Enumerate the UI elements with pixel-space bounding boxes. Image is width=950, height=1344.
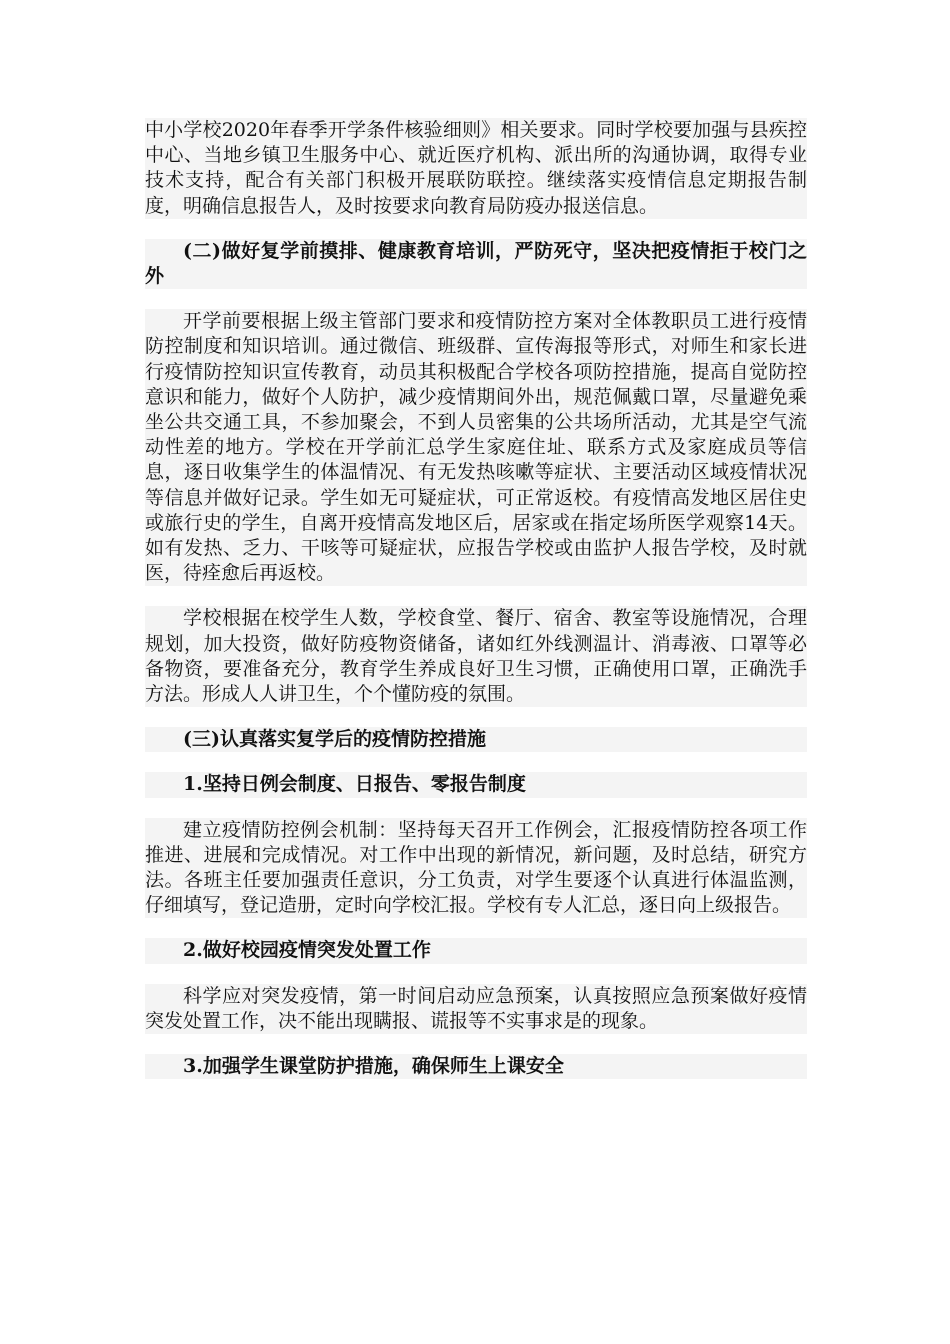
paragraph-block: [145, 118, 807, 219]
heading-block: [145, 239, 807, 289]
paragraph-block: [145, 309, 807, 586]
section-heading: (三)认真落实复学后的疫情防控措施: [183, 728, 486, 751]
body-paragraph: 建立疫情防控例会机制：坚持每天召开工作例会，汇报疫情防控各项工作推进、进展和完成情况。对工作中出现的新情况，新问题，及时总结，研究方法。各班主任要加强责任意识，分工负责，对学生要逐个认真进行体温监测，仔细填写，登记造册，定时向学校汇报。学校有专人汇总，逐日向上级报告。: [145, 818, 807, 917]
body-paragraph: 开学前要根据上级主管部门要求和疫情防控方案对全体教职员工进行疫情防控制度和知识培训。通过微信、班级群、宣传海报等形式，对师生和家长进行疫情防控知识宣传教育，动员其积极配合学校各项防控措施，提高自觉防控意识和能力，做好个人防护，减少疫情期间外出，规范佩戴口罩，尽量避免乘坐公共交通工具，不参加聚会，不到人员密集的公共场所活动，尤其是空气流动性差的地方。学校在开学前汇总学生家庭住址、联系方式及家庭成员等信息，逐日收集学生的体温情况、有无发热咳嗽等症状、主要活动区域疫情状况等信息并做好记录。学生如无可疑症状，可正常返校。有疫情高发地区居住史或旅行史的学生，自离开疫情高发地区后，居家或在指定场所医学观察14天。如有发热、乏力、干咳等可疑症状，应报告学校或由监护人报告学校，及时就医，待痊愈后再返校。: [145, 310, 807, 585]
heading-block: [145, 1054, 807, 1079]
heading-block: [145, 727, 807, 752]
body-paragraph: 学校根据在校学生人数，学校食堂、餐厅、宿舍、教室等设施情况，合理规划，加大投资，做好防疫物资储备，诸如红外线测温计、消毒液、口罩等必备物资，要准备充分，教育学生养成良好卫生习惯，正确使用口罩，正确洗手方法。形成人人讲卫生，个个懂防疫的氛围。: [145, 607, 807, 706]
subsection-heading: 2.做好校园疫情突发处置工作: [183, 939, 431, 962]
subsection-heading: 3.加强学生课堂防护措施，确保师生上课安全: [183, 1055, 564, 1078]
paragraph-block: [145, 984, 807, 1034]
heading-block: [145, 772, 807, 797]
body-paragraph: 中小学校2020年春季开学条件核验细则》相关要求。同时学校要加强与县疾控中心、当地乡镇卫生服务中心、就近医疗机构、派出所的沟通协调，取得专业技术支持，配合有关部门积极开展联防联控。继续落实疫情信息定期报告制度，明确信息报告人，及时按要求向教育局防疫办报送信息。: [145, 119, 807, 217]
document-page: [145, 118, 807, 1079]
body-paragraph: 科学应对突发疫情，第一时间启动应急预案，认真按照应急预案做好疫情突发处置工作，决不能出现瞒报、谎报等不实事求是的现象。: [145, 984, 807, 1032]
subsection-heading: 1.坚持日例会制度、日报告、零报告制度: [183, 773, 526, 796]
paragraph-block: [145, 818, 807, 919]
section-heading: (二)做好复学前摸排、健康教育培训，严防死守，坚决把疫情拒于校门之外: [145, 239, 807, 288]
heading-block: [145, 938, 807, 963]
paragraph-block: [145, 606, 807, 707]
